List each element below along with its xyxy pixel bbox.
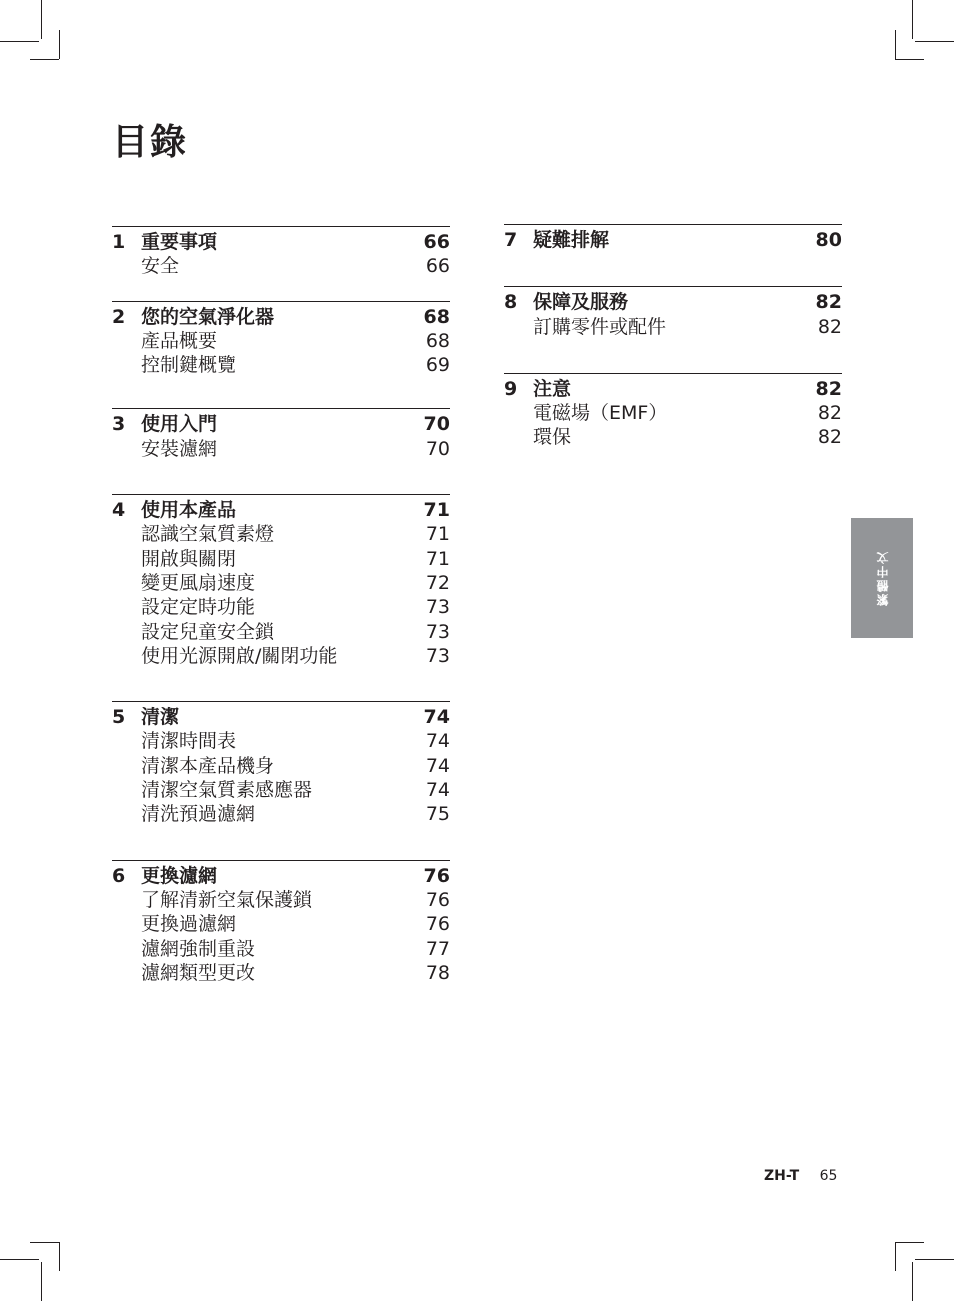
entry-page-number: 74 — [425, 730, 450, 753]
entry-title: 濾網類型更改 — [141, 961, 256, 984]
chapter-number: 5 — [112, 706, 126, 729]
toc-entry-link[interactable] — [112, 778, 450, 802]
entry-title: 電磁場（EMF） — [533, 402, 668, 425]
chapter-page-number: 76 — [423, 864, 450, 887]
crop-mark — [41, 0, 42, 39]
entry-title: 環保 — [533, 426, 572, 449]
toc-entry-link[interactable] — [112, 961, 450, 985]
chapter-number: 7 — [504, 229, 518, 251]
crop-mark — [895, 1242, 924, 1243]
crop-mark — [0, 41, 39, 42]
entry-title: 控制鍵概覽 — [141, 354, 237, 377]
toc-entry-link[interactable] — [112, 644, 450, 668]
crop-mark — [915, 1259, 954, 1260]
chapter-title: 保障及服務 — [533, 291, 629, 314]
entry-page-number: 71 — [425, 523, 450, 546]
entry-title: 濾網強制重設 — [141, 937, 256, 960]
chapter-number: 2 — [112, 305, 126, 328]
chapter-title: 更換濾網 — [141, 864, 218, 887]
toc-section — [112, 301, 450, 395]
entry-title: 訂購零件或配件 — [533, 315, 667, 338]
chapter-page-number: 70 — [423, 413, 450, 436]
crop-mark — [59, 30, 60, 59]
toc-section — [504, 224, 842, 272]
footer-language-code: ZH-T — [764, 1168, 800, 1184]
chapter-page-number: 80 — [815, 229, 842, 251]
entry-title: 使用光源開啟/關閉功能 — [141, 644, 338, 667]
entry-page-number: 74 — [425, 779, 450, 802]
toc-entry-link[interactable] — [504, 401, 842, 425]
entry-page-number: 73 — [425, 644, 450, 667]
chapter-page-number: 71 — [423, 499, 450, 522]
chapter-number: 1 — [112, 231, 126, 253]
page-title: 目錄 — [112, 122, 189, 163]
toc-right-column — [504, 224, 842, 464]
chapter-page-number: 74 — [423, 706, 450, 729]
toc-entry-link[interactable] — [112, 437, 450, 461]
entry-page-number: 66 — [425, 255, 450, 278]
toc-chapter-link[interactable] — [112, 864, 450, 888]
toc-section — [112, 226, 450, 287]
chapter-title: 使用入門 — [141, 413, 218, 436]
chapter-page-number: 68 — [423, 305, 450, 328]
entry-page-number: 76 — [425, 913, 450, 936]
entry-title: 清潔時間表 — [141, 730, 237, 753]
toc-entry-link[interactable] — [112, 802, 450, 826]
entry-page-number: 71 — [425, 547, 450, 570]
entry-title: 清洗預過濾網 — [141, 803, 256, 826]
entry-page-number: 70 — [425, 437, 450, 460]
toc-entry-link[interactable] — [112, 620, 450, 644]
toc-entry-link[interactable] — [112, 912, 450, 936]
toc-section — [112, 494, 450, 687]
crop-mark — [895, 59, 924, 60]
entry-title: 設定定時功能 — [141, 596, 256, 619]
crop-mark — [41, 1262, 42, 1301]
entry-page-number: 69 — [425, 354, 450, 377]
chapter-number: 3 — [112, 413, 126, 436]
chapter-page-number: 82 — [815, 377, 842, 400]
entry-title: 更換過濾網 — [141, 913, 237, 936]
language-tab-label: 繁體中文 — [875, 550, 890, 606]
toc-entry-link[interactable] — [504, 315, 842, 339]
toc-entry-link[interactable] — [112, 729, 450, 753]
toc-entry-link[interactable] — [112, 353, 450, 377]
toc-entry-link[interactable] — [112, 254, 450, 278]
entry-page-number: 82 — [817, 315, 842, 338]
entry-page-number: 78 — [425, 961, 450, 984]
entry-page-number: 75 — [425, 803, 450, 826]
entry-page-number: 72 — [425, 571, 450, 594]
toc-section — [112, 701, 450, 845]
entry-title: 認識空氣質素燈 — [141, 523, 275, 546]
crop-mark — [895, 1242, 896, 1271]
entry-page-number: 73 — [425, 620, 450, 643]
chapter-number: 9 — [504, 377, 518, 400]
crop-mark — [0, 1259, 39, 1260]
toc-chapter-link[interactable] — [504, 377, 842, 401]
entry-page-number: 76 — [425, 888, 450, 911]
toc-entry-link[interactable] — [112, 571, 450, 595]
crop-mark — [30, 59, 59, 60]
toc-chapter-link[interactable] — [112, 498, 450, 522]
entry-title: 安裝濾網 — [141, 437, 218, 460]
language-tab — [851, 518, 913, 638]
entry-page-number: 82 — [817, 426, 842, 449]
chapter-title: 清潔 — [141, 706, 180, 729]
chapter-title: 使用本產品 — [141, 499, 237, 522]
crop-mark — [915, 41, 954, 42]
toc-chapter-link[interactable] — [112, 705, 450, 729]
chapter-number: 8 — [504, 291, 518, 314]
toc-chapter-link[interactable] — [504, 290, 842, 314]
toc-entry-link[interactable] — [112, 547, 450, 571]
toc-section — [112, 408, 450, 480]
toc-section — [504, 286, 842, 359]
chapter-title: 重要事項 — [141, 231, 218, 253]
chapter-title: 注意 — [533, 377, 572, 400]
toc-entry-link[interactable] — [504, 425, 842, 449]
toc-entry-link[interactable] — [112, 754, 450, 778]
entry-title: 產品概要 — [141, 329, 218, 352]
toc-entry-link[interactable] — [112, 522, 450, 546]
entry-title: 了解清新空氣保護鎖 — [141, 888, 313, 911]
entry-title: 變更風扇速度 — [141, 571, 256, 594]
crop-mark — [912, 0, 913, 39]
entry-page-number: 82 — [817, 402, 842, 425]
toc-chapter-link[interactable] — [112, 412, 450, 436]
entry-title: 安全 — [141, 255, 180, 278]
page-footer — [764, 1168, 837, 1184]
entry-title: 設定兒童安全鎖 — [141, 620, 275, 643]
entry-title: 清潔本產品機身 — [141, 754, 275, 777]
entry-page-number: 77 — [425, 937, 450, 960]
toc-entry-link[interactable] — [112, 937, 450, 961]
chapter-title: 您的空氣淨化器 — [141, 305, 275, 328]
crop-mark — [59, 1242, 60, 1271]
toc-entry-link[interactable] — [112, 329, 450, 353]
toc-entry-link[interactable] — [112, 888, 450, 912]
toc-left-column — [112, 226, 450, 999]
chapter-title: 疑難排解 — [533, 229, 610, 251]
toc-chapter-link[interactable] — [504, 228, 842, 252]
chapter-number: 4 — [112, 499, 126, 522]
toc-section — [504, 373, 842, 450]
toc-section — [112, 860, 450, 985]
entry-title: 開啟與關閉 — [141, 547, 237, 570]
toc-entry-link[interactable] — [112, 595, 450, 619]
chapter-page-number: 82 — [815, 291, 842, 314]
toc-chapter-link[interactable] — [112, 230, 450, 254]
entry-page-number: 73 — [425, 596, 450, 619]
crop-mark — [895, 30, 896, 59]
crop-mark — [30, 1242, 59, 1243]
toc-chapter-link[interactable] — [112, 305, 450, 329]
footer-page-number: 65 — [819, 1168, 838, 1184]
entry-page-number: 68 — [425, 329, 450, 352]
entry-page-number: 74 — [425, 754, 450, 777]
crop-mark — [912, 1262, 913, 1301]
entry-title: 清潔空氣質素感應器 — [141, 779, 313, 802]
chapter-number: 6 — [112, 864, 126, 887]
chapter-page-number: 66 — [423, 231, 450, 253]
